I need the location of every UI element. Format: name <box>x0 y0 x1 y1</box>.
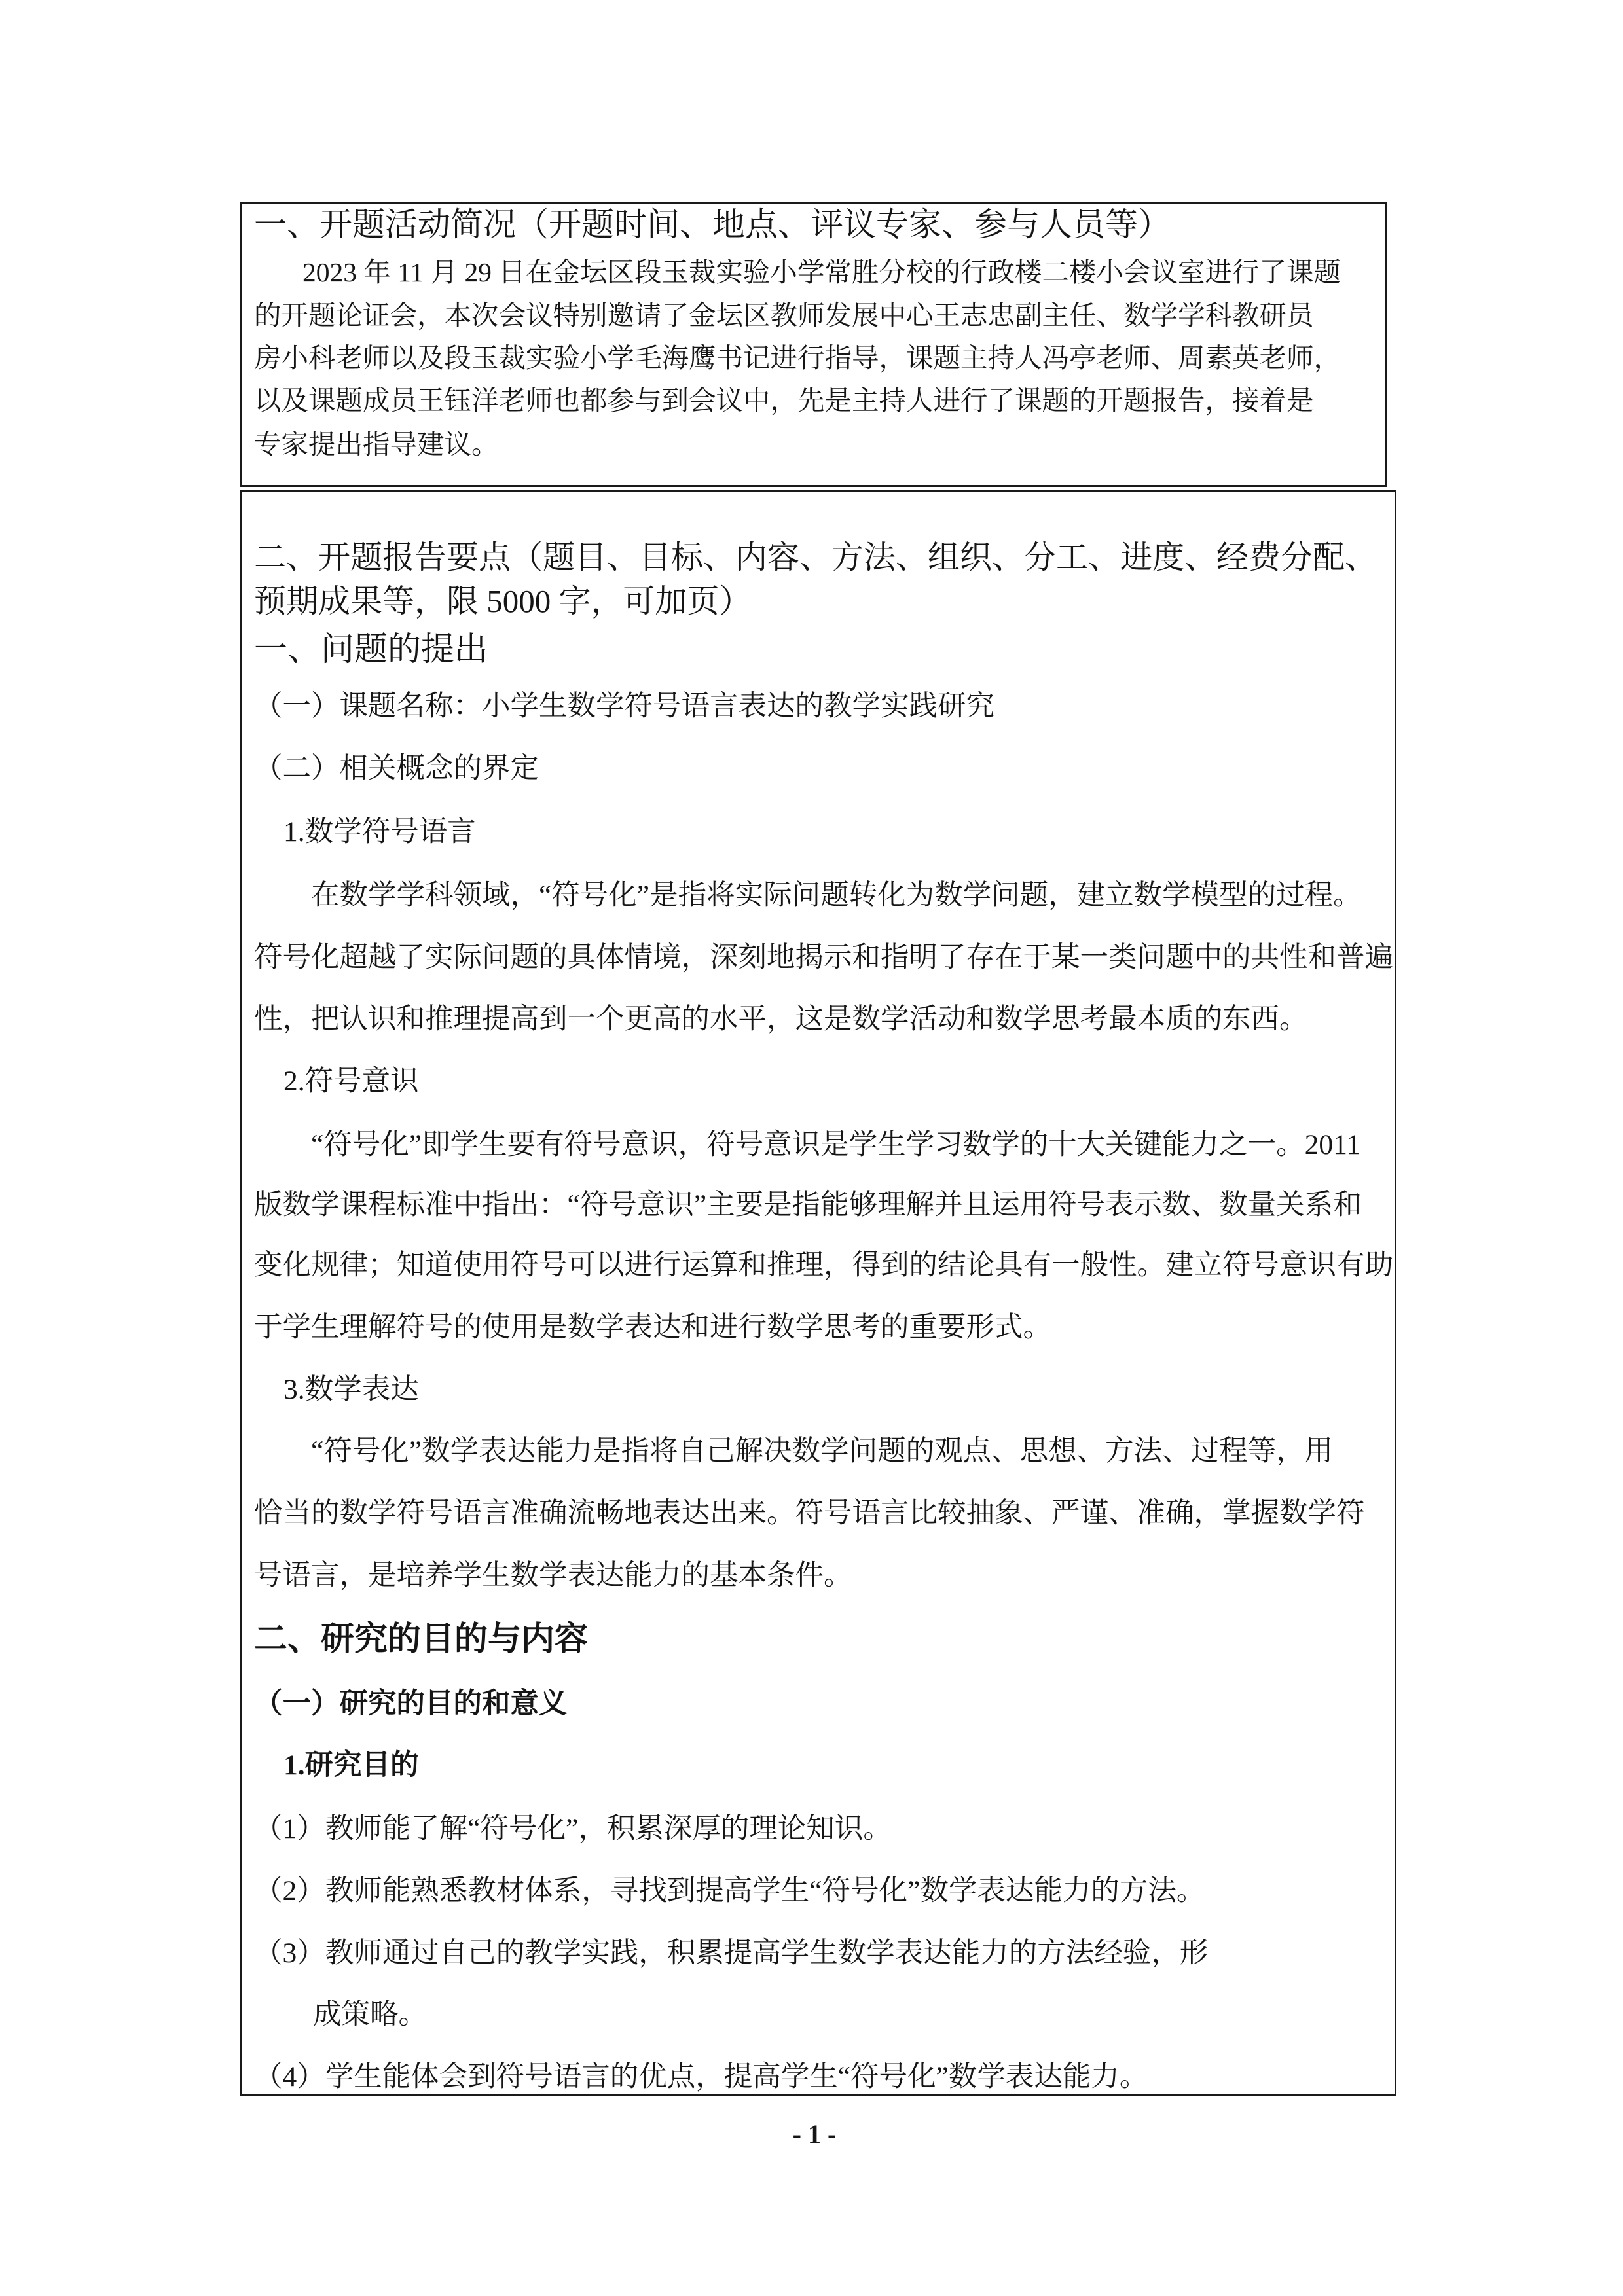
activity-line: 2023 年 11 月 29 日在金坛区段玉裁实验小学常胜分校的行政楼二楼小会议室进行了课题 <box>302 257 1341 287</box>
paragraph-line: 恰当的数学符号语言准确流畅地表达出来。符号语言比较抽象、严谨、准确，掌握数学符 <box>254 1498 1365 1529</box>
purpose-subtitle: （一）研究的目的和意义 <box>254 1688 568 1719</box>
report-heading-continued: 预期成果等，限 5000 字，可加页） <box>254 583 752 619</box>
activity-line: 房小科老师以及段玉裁实验小学毛海鹰书记进行指导，课题主持人冯亭老师、周素英老师， <box>254 343 1341 373</box>
paragraph-line: “符号化”数学表达能力是指将自己解决数学问题的观点、思想、方法、过程等，用 <box>311 1435 1334 1467</box>
goal-item-continued: 成策略。 <box>313 1999 427 2030</box>
paragraph-line: 变化规律；知道使用符号可以进行运算和推理，得到的结论具有一般性。建立符号意识有助 <box>254 1249 1393 1281</box>
goals-title: 1.研究目的 <box>283 1749 419 1781</box>
activity-line: 专家提出指导建议。 <box>254 429 499 459</box>
paragraph-line: “符号化”即学生要有符号意识，符号意识是学生学习数学的十大关键能力之一。2011 <box>311 1129 1360 1160</box>
problem-section-title: 一、问题的提出 <box>254 630 488 668</box>
paragraph-line: 性，把认识和推理提高到一个更高的水平，这是数学活动和数学思考最本质的东西。 <box>254 1003 1308 1035</box>
topic-name: （一）课题名称：小学生数学符号语言表达的教学实践研究 <box>254 691 994 722</box>
goal-item: （4）学生能体会到符号语言的优点，提高学生“符号化”数学表达能力。 <box>254 2061 1148 2092</box>
goal-item: （1）教师能了解“符号化”，积累深厚的理论知识。 <box>254 1813 892 1844</box>
paragraph-line: 版数学课程标准中指出：“符号意识”主要是指能够理解并且运用符号表示数、数量关系和 <box>254 1189 1362 1221</box>
goal-item: （3）教师通过自己的教学实践，积累提高学生数学表达能力的方法经验，形 <box>254 1937 1209 1969</box>
activity-line: 的开题论证会，本次会议特别邀请了金坛区教师发展中心王志忠副主任、数学学科教研员 <box>254 300 1314 331</box>
purpose-section-title: 二、研究的目的与内容 <box>254 1620 589 1657</box>
paragraph-line: 于学生理解符号的使用是数学表达和进行数学思考的重要形式。 <box>254 1312 1051 1343</box>
paragraph-line: 在数学学科领域，“符号化”是指将实际问题转化为数学问题，建立数学模型的过程。 <box>311 880 1362 911</box>
report-heading: 二、开题报告要点（题目、目标、内容、方法、组织、分工、进度、经费分配、 <box>254 539 1377 575</box>
paragraph-line: 号语言，是培养学生数学表达能力的基本条件。 <box>254 1560 852 1591</box>
definition-title-symbol-language: 1.数学符号语言 <box>283 816 476 848</box>
activity-line: 以及课题成员王钰洋老师也都参与到会议中，先是主持人进行了课题的开题报告，接着是 <box>254 386 1314 416</box>
paragraph-line: 符号化超越了实际问题的具体情境，深刻地揭示和指明了存在于某一类问题中的共性和普遍 <box>254 942 1393 973</box>
report-points-box <box>240 490 1396 2096</box>
definition-title-math-expression: 3.数学表达 <box>283 1374 419 1405</box>
page-number: - 1 - <box>792 2119 837 2149</box>
definition-title-symbol-sense: 2.符号意识 <box>283 1066 419 1097</box>
activity-heading: 一、开题活动简况（开题时间、地点、评议专家、参与人员等） <box>254 206 1171 243</box>
goal-item: （2）教师能熟悉教材体系，寻找到提高学生“符号化”数学表达能力的方法。 <box>254 1875 1205 1907</box>
definitions-title: （二）相关概念的界定 <box>254 753 539 784</box>
